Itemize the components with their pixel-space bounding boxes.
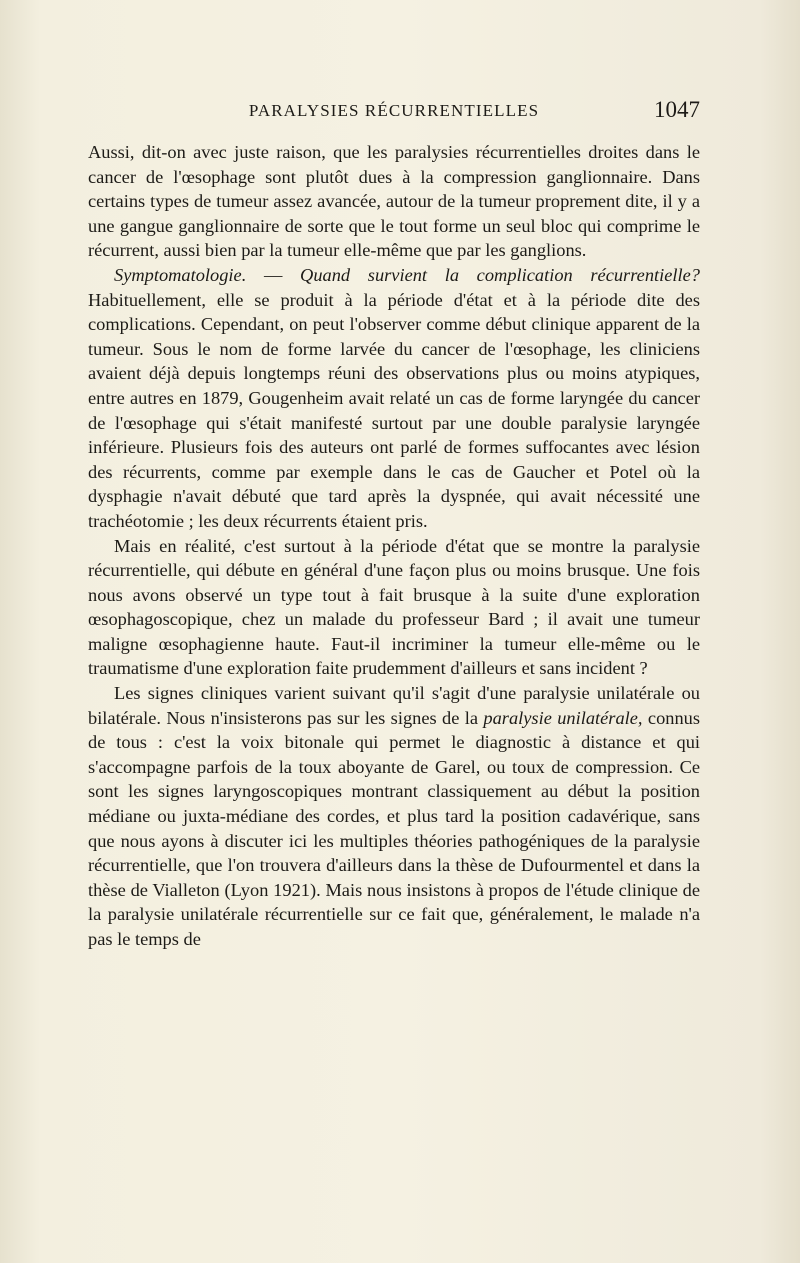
paragraph-2-text: Habituellement, elle se produit à la période d'état et à la période dite des complications. Cependant, on peut l'observer comme début clinique apparent de la tumeur. Sous le nom de forme larvée du cancer de l'œsophage, les cliniciens avaient déjà depuis longtemps réuni des observations plus ou moins atypiques, entre autres en 1879, Gougenheim avait relaté un cas de forme laryngée du cancer de l'œsophage qui s'était manifesté surtout par une double paralysie laryngée inférieure. Plusieurs fois des auteurs ont parlé de formes suffocantes avec lésion des récurrents, comme par exemple dans le cas de Gaucher et Potel où la dysphagie n'avait débuté que tard après la dyspnée, qui avait nécessité une trachéotomie ; les deux récurrents étaient pris. xyxy=(88,289,700,531)
paragraph-3-text: Mais en réalité, c'est surtout à la période d'état que se montre la paralysie récurrentielle, qui débute en général d'une façon plus ou moins brusque. Une fois nous avons observé un type tout à fait brusque à la suite d'une exploration œsophagoscopique, chez un malade du professeur Bard ; il avait une tumeur maligne œsophagienne haute. Faut-il incriminer la tumeur elle-même ou le traumatisme d'une exploration faite prudemment d'ailleurs et sans incident ? xyxy=(88,535,700,679)
paragraph-4-text-after: connus de tous : c'est la voix bitonale qui permet le diagnostic à distance et qui s'accompagne parfois de la toux aboyante de Garel, ou toux de compression. Ce sont les signes laryngoscopiques montrant classiquement au début la position médiane ou juxta-médiane des cordes, et plus tard la position cadavérique, sans que nous ayons à discuter ici les multiples théories pathogéniques de la paralysie récurrentielle, que l'on trouvera d'ailleurs dans la thèse de Dufourmentel et dans la thèse de Vialleton (Lyon 1921). Mais nous insistons à propos de l'étude clinique de la paralysie unilatérale récurrentielle sur ce fait que, généralement, le malade n'a pas le temps de xyxy=(88,707,701,949)
section-heading: Symptomatologie. xyxy=(114,264,247,285)
page-number: 1047 xyxy=(654,97,700,122)
paragraph-1 xyxy=(88,140,700,263)
section-question: Quand survient la complication récurrentielle? xyxy=(300,264,701,285)
page-header xyxy=(88,97,700,127)
body-text xyxy=(88,140,700,952)
paragraph-4-italic: paralysie unilatérale, xyxy=(483,707,643,728)
heading-dash: — xyxy=(246,264,301,285)
running-title: PARALYSIES RÉCURRENTIELLES xyxy=(248,101,540,120)
paragraph-4 xyxy=(88,681,700,952)
paragraph-4-text-before: Les signes cliniques varient suivant qu'il s'agit d'une paralysie unilatérale ou bilatérale. Nous n'insisterons pas sur les signes de la xyxy=(88,683,700,728)
paragraph-2 xyxy=(88,263,700,534)
paragraph-1-text: Aussi, dit-on avec juste raison, que les paralysies récurrentielles droites dans le cancer de l'œsophage sont plutôt dues à la compression ganglionnaire. Dans certains types de tumeur assez avancée, autour de la tumeur proprement dite, il y a une gangue ganglionnaire de sorte que le tout forme un seul bloc qui comprime le récurrent, aussi bien par la tumeur elle-même que par les ganglions. xyxy=(88,142,700,261)
paragraph-3 xyxy=(88,534,700,682)
